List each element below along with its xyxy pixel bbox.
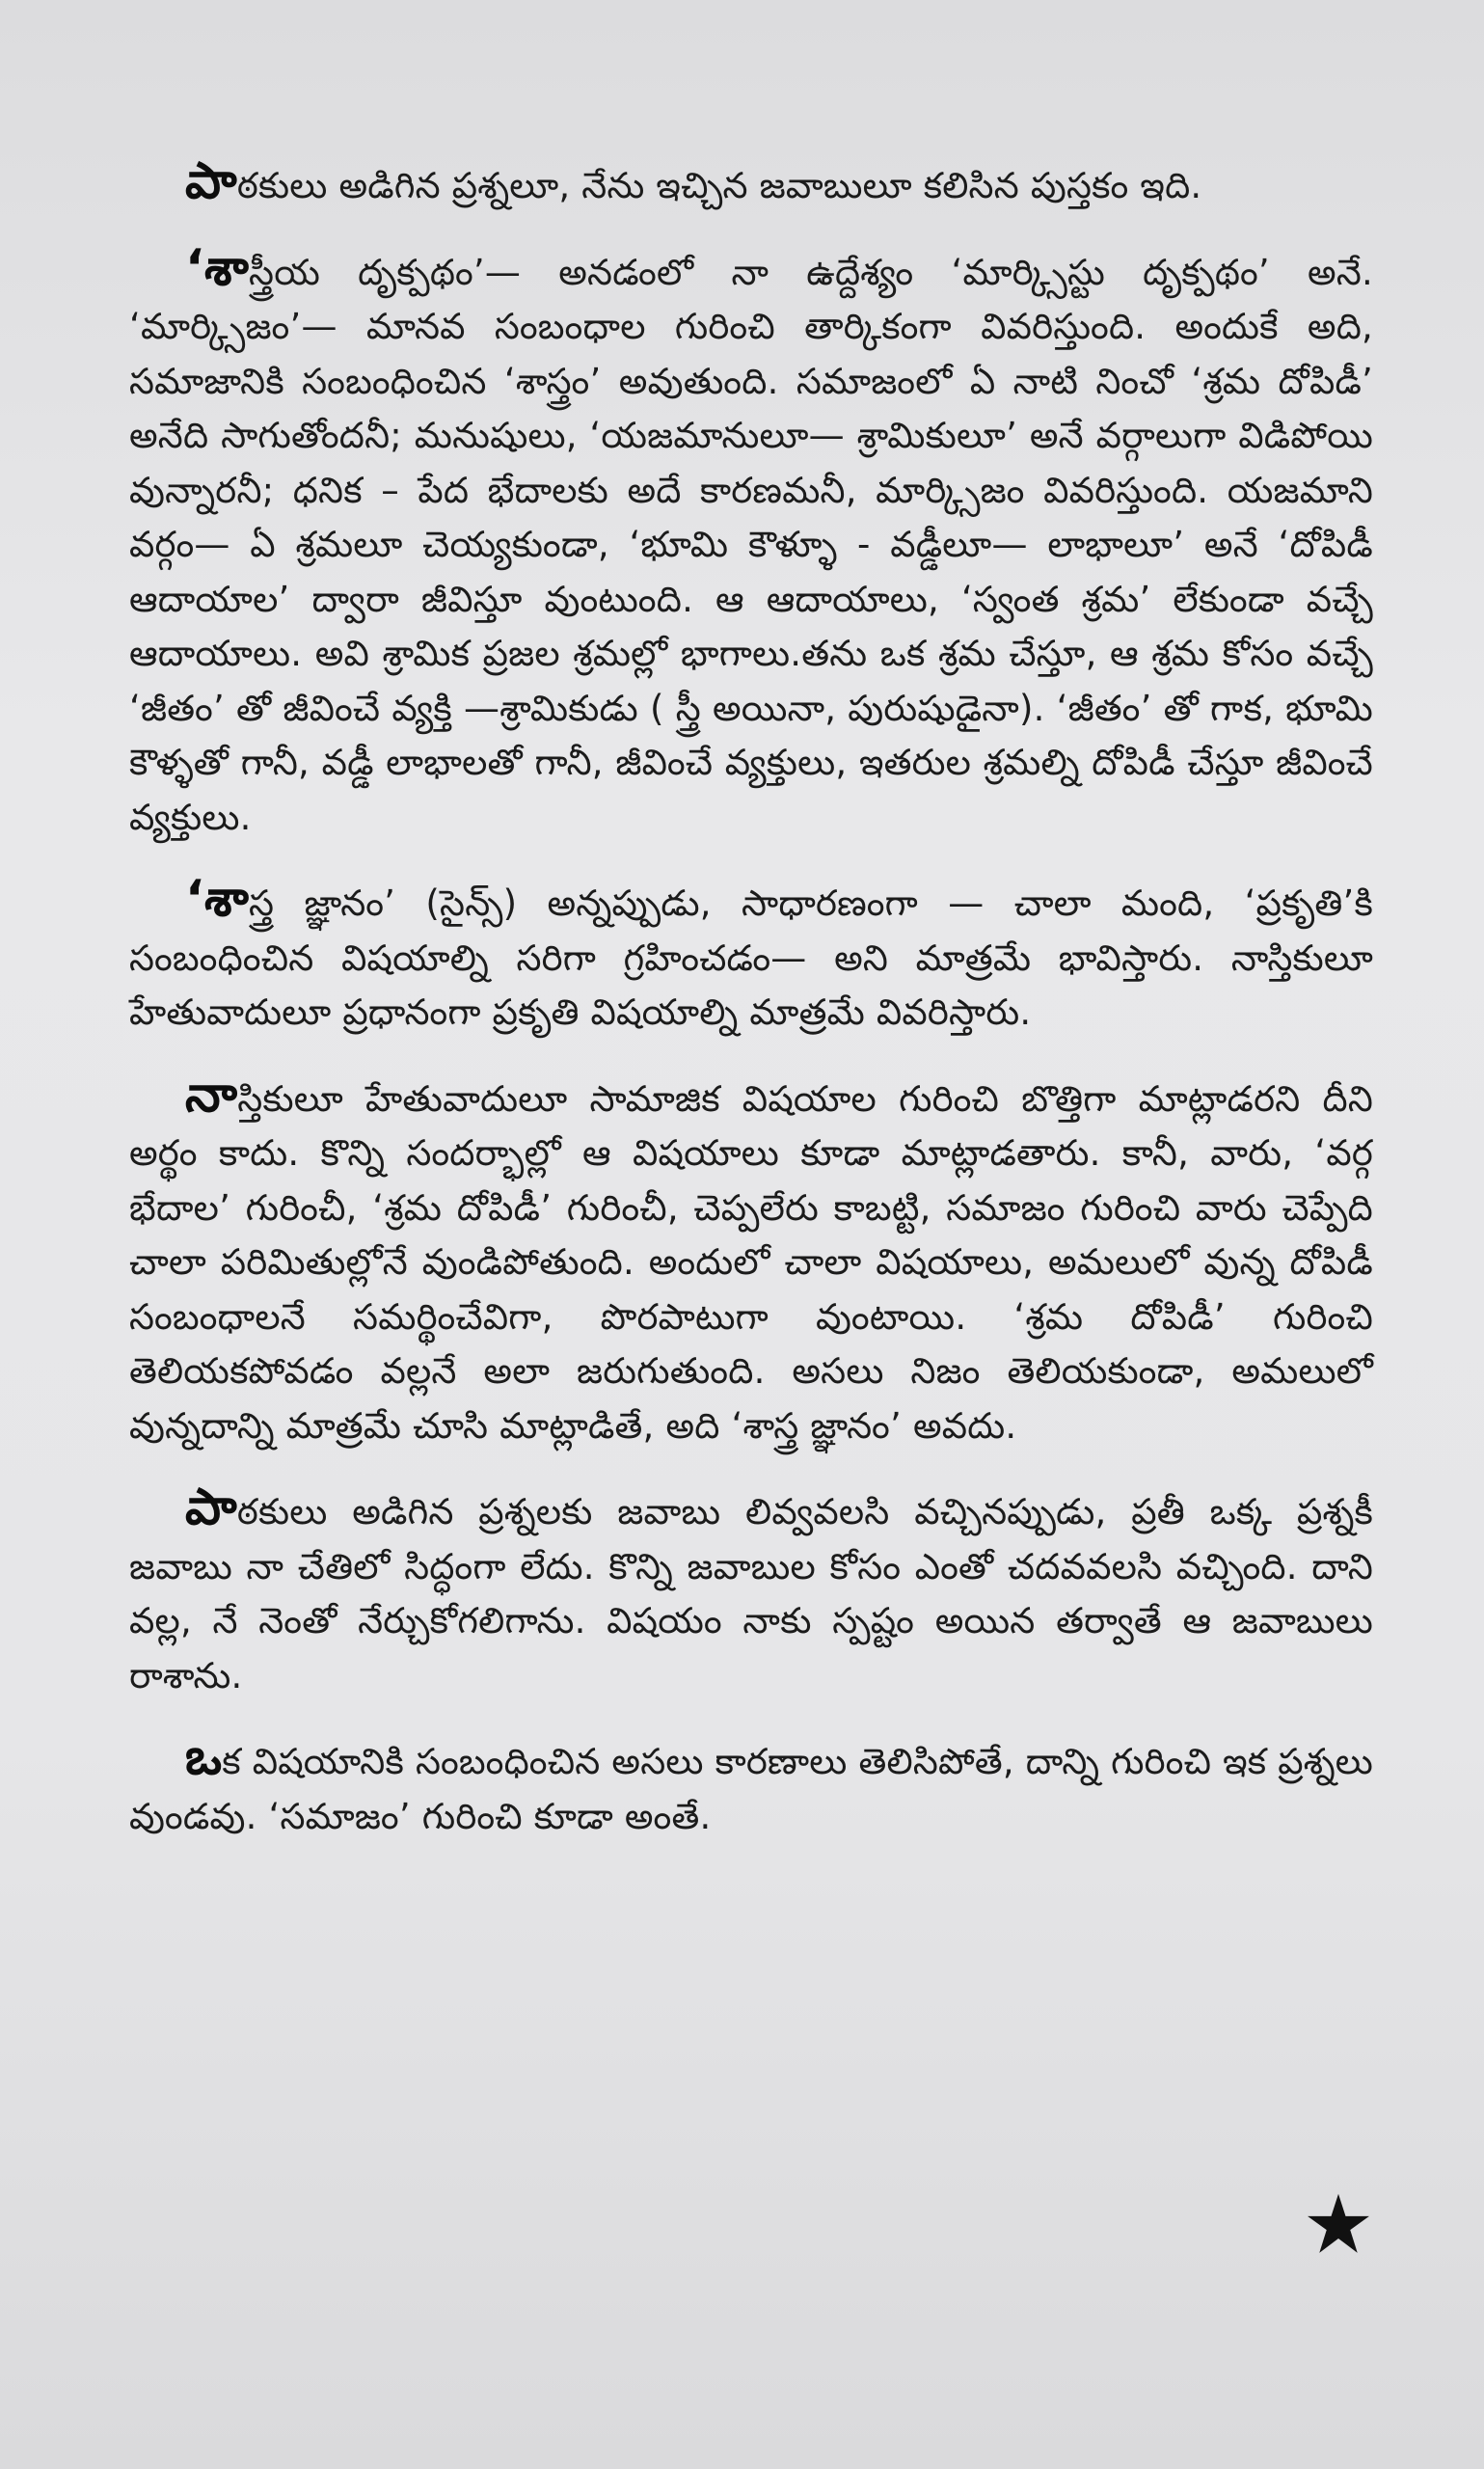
dropcap-5: పా [185, 1479, 237, 1536]
paragraph-4 [129, 1065, 1373, 1454]
dropcap-6: ఒ [185, 1728, 223, 1786]
star-icon [1306, 2191, 1371, 2257]
dropcap-3: ‘శా [185, 870, 250, 928]
paragraph-3 [129, 872, 1373, 1041]
paragraph-5 [129, 1480, 1373, 1703]
dropcap-2: ‘శా [185, 238, 250, 297]
paragraph-3-text: స్త్ర జ్ఞానం’ (సైన్స్) అన్నప్పుడు, సాధారణంగా — చాలా మంది, ‘ప్రకృతి’కి సంబంధించిన విషయాల్ని సరిగా గ్రహించడం— అని మాత్రమే భావిస్తారు. నాస్తికులూ హేతువాదులూ ప్రధానంగా ప్రకృతి విషయాల్ని మాత్రమే వివరిస్తారు. [129, 882, 1373, 1033]
paragraph-1 [129, 154, 1373, 214]
paragraph-6-text: క విషయానికి సంబంధించిన అసలు కారణాలు తెలిసిపోతే, దాన్ని గురించి ఇక ప్రశ్నలు వుండవు. ‘సమాజం’ గురించి కూడా అంతే. [129, 1741, 1373, 1837]
dropcap-4: నా [185, 1065, 238, 1124]
paragraph-5-text: ఠకులు అడిగిన ప్రశ్నలకు జవాబు లివ్వవలసి వచ్చినప్పుడు, ప్రతీ ఒక్క ప్రశ్నకీ జవాబు నా చేతిలో సిద్ధంగా లేదు. కొన్ని జవాబుల కోసం ఎంతో చదవవలసి వచ్చింది. దాని వల్ల, నే నెంతో నేర్చుకోగలిగాను. విషయం నాకు స్పష్టం అయిన తర్వాతే ఆ జవాబులు రాశాను. [129, 1491, 1373, 1696]
preface-text [129, 154, 1373, 1871]
paragraph-6 [129, 1730, 1373, 1844]
paragraph-1-text: ఠకులు అడిగిన ప్రశ్నలూ, నేను ఇచ్చిన జవాబులూ కలిసిన పుస్తకం ఇది. [236, 165, 1202, 206]
paragraph-2 [129, 238, 1373, 846]
paragraph-2-text: స్త్రీయ దృక్పథం’— అనడంలో నా ఉద్దేశ్యం ‘మార్క్సిస్టు దృక్పథం’ అనే. ‘మార్క్సిజం’— మానవ సంబంధాల గురించి తార్కికంగా వివరిస్తుంది. అందుకే అది, సమాజానికి సంబంధించిన ‘శాస్త్రం’ అవుతుంది. సమాజంలో ఏ నాటి నించో ‘శ్రమ దోపిడీ’ అనేది సాగుతోందనీ; మనుషులు, ‘యజమానులూ— శ్రామికులూ’ అనే వర్గాలుగా విడిపోయి వున్నారనీ; ధనిక – పేద భేదాలకు అదే కారణమనీ, మార్క్సిజం వివరిస్తుంది. యజమాని వర్గం— ఏ శ్రమలూ చెయ్యకుండా, ‘భూమి కౌళ్ళూ - వడ్డీలూ— లాభాలూ’ అనే ‘దోపిడీ ఆదాయాల’ ద్వారా జీవిస్తూ వుంటుంది. ఆ ఆదాయాలు, ‘స్వంత శ్రమ’ లేకుండా వచ్చే ఆదాయాలు. అవి శ్రామిక ప్రజల శ్రమల్లో భాగాలు.తను ఒక శ్రమ చేస్తూ, ఆ శ్రమ కోసం వచ్చే ‘జీతం’ తో జీవించే వ్యక్తి —శ్రామికుడు ( స్త్రీ అయినా, పురుషుడైనా). ‘జీతం’ తో గాక, భూమి కౌళ్ళతో గానీ, వడ్డీ లాభాలతో గానీ, జీవించే వ్యక్తులు, ఇతరుల శ్రమల్ని దోపిడీ చేస్తూ జీవించే వ్యక్తులు. [129, 251, 1373, 838]
dropcap-1: పా [185, 152, 237, 210]
paragraph-4-text: స్తికులూ హేతువాదులూ సామాజిక విషయాల గురించి బొత్తిగా మాట్లాడరని దీని అర్థం కాదు. కొన్ని సందర్భాల్లో ఆ విషయాలు కూడా మాట్లాడతారు. కానీ, వారు, ‘వర్గ భేదాల’ గురించీ, ‘శ్రమ దోపిడీ’ గురించీ, చెప్పలేరు కాబట్టి, సమాజం గురించి వారు చెప్పేది చాలా పరిమితుల్లోనే వుండిపోతుంది. అందులో చాలా విషయాలు, అమలులో వున్న దోపిడీ సంబంధాలనే సమర్థించేవిగా, పొరపాటుగా వుంటాయి. ‘శ్రమ దోపిడీ’ గురించి తెలియకపోవడం వల్లనే అలా జరుగుతుంది. అసలు నిజం తెలియకుండా, అమలులో వున్నదాన్ని మాత్రమే చూసి మాట్లాడితే, అది ‘శాస్త్ర జ్ఞానం’ అవదు. [129, 1077, 1373, 1447]
